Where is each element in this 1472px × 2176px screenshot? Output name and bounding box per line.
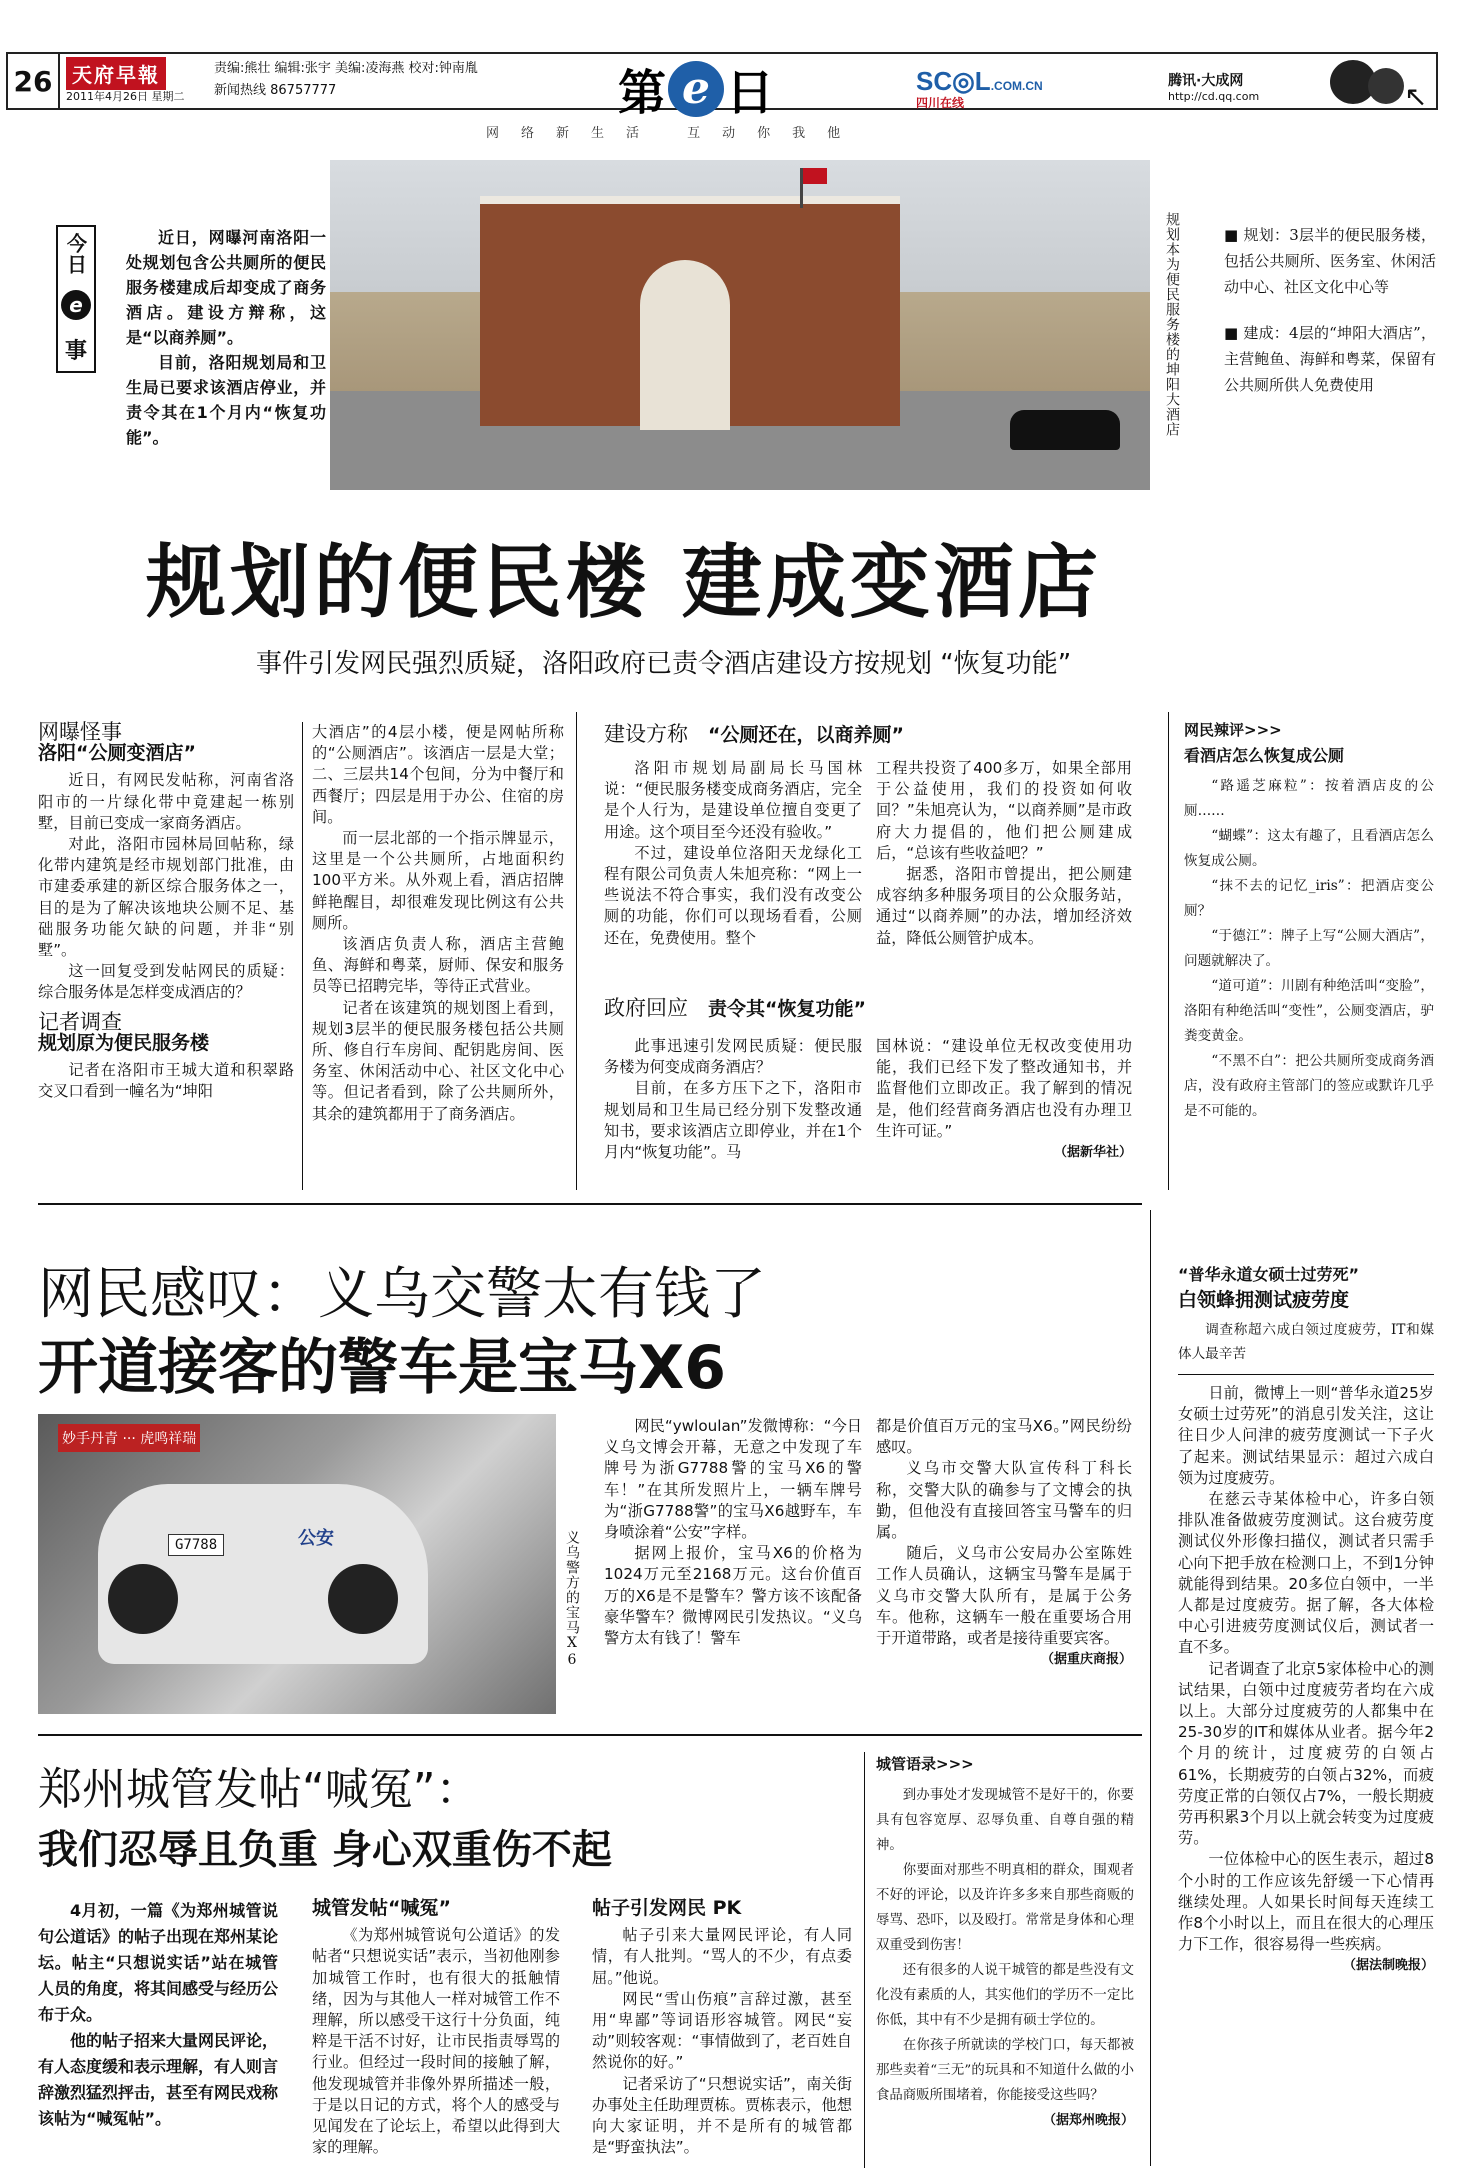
body-para: 义乌市交警大队宣传科丁科长称，交警大队的确参与了文博会的执勤，但他没有直接回答宝马警车的归属。 — [876, 1459, 1132, 1542]
story-divider — [38, 1203, 1142, 1205]
police-bmw-photo — [38, 1414, 556, 1714]
body-para: 工程共投资了400多万，如果全部用于公益使用，我们的投资如何收回？”朱旭亮认为，“以商养厕”是市政府大力提倡的，他们把公厕建成后，“总该有些收益吧？” — [876, 759, 1132, 862]
section-slogan: 网络新生活 互动你我他 — [486, 126, 863, 141]
masthead-bar — [6, 52, 1438, 121]
lead-para: 4月初，一篇《为郑州城管说句公道话》的帖子出现在郑州某论坛。帖主“只想说实话”站在城管人员的角度，将其间感受与经历公布于众。 — [38, 1901, 279, 2024]
section-title — [618, 54, 774, 123]
badge-bottom: 事 — [64, 339, 87, 364]
scol-logo — [916, 66, 1043, 109]
wheel — [108, 1564, 178, 1634]
story2-kicker: 网民感叹：义乌交警太有钱了 — [38, 1262, 766, 1327]
credits-line: 责编:熊壮 编辑:张宇 美编:凌海燕 校对:钟南胤 — [214, 61, 478, 76]
body-para: 目前，在多方压下之下，洛阳市规划局和卫生局已经分别下发整改通知书，要求该酒店立即停业，并在1个月内“恢复功能”。马 — [604, 1079, 862, 1162]
hotline-line: 新闻热线 86757777 — [214, 83, 337, 98]
body-para: 洛阳市规划局副局长马国林说：“便民服务楼变成商务酒店，完全是个人行为，是建设单位擅自变更了用途。这个项目至今还没有验收。” — [604, 759, 862, 841]
badge-top: 今日 — [63, 233, 88, 275]
body-para: 不过，建设单位洛阳天龙绿化工程有限公司负责人朱旭亮称：“网上一些说法不符合事实，我们没有改变公厕的功能，你们可以现场看看，公厕还在，免费使用。整个 — [604, 843, 862, 947]
story1-intro — [126, 225, 326, 450]
section-title: 帖子引发网民 PK — [592, 1897, 742, 1919]
story3-col2 — [312, 1898, 560, 2158]
body-para: 记者在该建筑的规划图上看到，规划3层半的便民服务楼包括公共厕所、修自行车房间、配钥匙房间、医务室、休闲活动中心、社区文化中心等。但记者看到，除了公共厕所外，其余的建筑都用于了商务酒店。 — [312, 998, 564, 1123]
intro-para-1: 近日，网曝河南洛阳一处规划包含公共厕所的便民服务楼建成后却变成了商务酒店。建设方辩称，这是“以商养厕”。 — [126, 228, 326, 347]
body-para: 据网上报价，宝马X6的价格为1024万元至2168万元。这台价值百万的X6是不是警车？警方该不该配备豪华警车？微博网民引发热议。“义乌警方太有钱了！警车 — [604, 1544, 862, 1648]
source-credit: （据法制晚报） — [1342, 1958, 1434, 1974]
story1-col3b — [876, 758, 1132, 949]
plan-item: ■ 规划：3层半的便民服务楼，包括公共厕所、医务室、休闲活动中心、社区文化中心等 — [1224, 226, 1436, 296]
story1-subheadline: 事件引发网民强烈质疑，洛阳政府已责令酒店建设方按规划 “恢复功能” — [256, 649, 1072, 679]
reviews-title: 看酒店怎么恢复成公厕 — [1184, 746, 1345, 765]
story4-kicker: “普华永道女硕士过劳死” — [1178, 1265, 1360, 1284]
intro-para-2: 目前，洛阳规划局和卫生局已要求该酒店停业，并责令其在1个月内“恢复功能”。 — [126, 353, 326, 447]
body-para: 网民“雪山伤痕”言辞过激，甚至用“卑鄙”等词语形容城管。网民“妄动”则较客观：“事情做到了，老百姓自然说你的好。” — [592, 1989, 852, 2072]
section-title: 洛阳“公厕变酒店” — [38, 742, 196, 765]
body-para: 而一层北部的一个指示牌显示，这里是一个公共厕所，占地面积约100平方米。从外观上看，酒店招牌鲜艳醒目，却很难发现比例这有公共厕所。 — [312, 829, 564, 932]
badge-e-icon: e — [61, 290, 91, 320]
e-logo-icon: e — [668, 61, 724, 117]
scol-name: SC◎L — [916, 66, 991, 96]
story4-headline: 白领蜂拥测试疲劳度 — [1178, 1289, 1350, 1311]
column-rule — [864, 1752, 865, 2168]
review-item: “道可道”：川剧有种绝活叫“变脸”，洛阳有种绝活叫“变性”，公厕变酒店，驴粪变黄金。 — [1184, 978, 1434, 1044]
body-para: 帖子引来大量网民评论，有人同情，有人批判。“骂人的不少，有点委屈。”他说。 — [592, 1926, 852, 1987]
lead-para: 他的帖子招来大量网民评论，有人态度缓和表示理解，有人则言辞激烈猛烈抨击，甚至有网民戏称该帖为“喊冤帖”。 — [38, 2031, 279, 2128]
story3-lead — [38, 1898, 278, 2132]
story1-col4a — [604, 1036, 862, 1163]
page-number: 26 — [8, 54, 60, 108]
column-rule — [1150, 1210, 1151, 2166]
body-para: 对此，洛阳市园林局回帖称，绿化带内建筑是经市规划部门批准，由市建委承建的新区综合服务体之一，目的是为了解决该地块公厕不足、基础服务功能欠缺的问题，并非“别墅”。 — [38, 835, 294, 960]
source-credit: （据重庆商报） — [1040, 1652, 1132, 1668]
quote-item: 到办事处才发现城管不是好干的，你要具有包容宽厚、忍辱负重、自尊自强的精神。 — [876, 1788, 1134, 1853]
mouse-cursor-icon: ↖ — [1404, 80, 1428, 113]
hotel-photo-caption: 规划本为便民服务楼的坤阳大酒店 — [1164, 212, 1180, 437]
penguin-mascot-icon-2 — [1368, 68, 1404, 104]
body-para: 一位体检中心的医生表示，超过8个小时的工作应该先舒缓一下心情再继续处理。人如果长时间每天连续工作8个小时以上，而且在很大的心理压力下工作，很容易得一些疾病。 — [1178, 1850, 1434, 1954]
story4-body — [1178, 1383, 1434, 1977]
story4-lead: 调查称超六成白领过度疲劳，IT和媒体人最辛苦 — [1178, 1322, 1434, 1362]
quotes-label: 城管语录>>> — [876, 1755, 974, 1773]
body-para: 记者采访了“只想说实话”，南关街办事处主任助理贾栋。贾栋表示，他想向大家证明，并不是所有的城管都是“野蛮执法”。 — [592, 2074, 852, 2157]
body-para: 这一回复受到发帖网民的质疑：综合服务体是怎样变成酒店的？ — [38, 962, 294, 1002]
wheel — [328, 1564, 398, 1634]
body-para: 随后，义乌市公安局办公室陈姓工作人员确认，这辆宝马警车是属于义乌市交警大队所有，是属于公务车。他称，这辆车一般在重要场合用于开道带路，或者是接待重要宾客。 — [876, 1544, 1132, 1648]
review-item: “抹不去的记忆_iris”：把酒店变公厕？ — [1184, 878, 1434, 919]
section-title: “公厕还在，以商养厕” — [708, 724, 905, 746]
section-label: 政府回应 — [604, 996, 688, 1020]
tencent-logo — [1168, 70, 1259, 103]
section-title: 城管发帖“喊冤” — [312, 1897, 451, 1919]
plan-vs-built — [1224, 222, 1436, 398]
building-entrance — [640, 260, 730, 430]
newspaper-logo: 天府早報 — [66, 57, 166, 90]
story1-col2 — [312, 722, 564, 1125]
body-para: 大酒店”的4层小楼，便是网帖所称的“公厕酒店”。该酒店一层是大堂；二、三层共14个包间，分为中餐厅和西餐厅；四层是用于办公、住宿的房间。 — [312, 723, 564, 826]
quote-item: 你要面对那些不明真相的群众，围观者不好的评论，以及许许多多来自那些商贩的辱骂、恐吓，以及殴打。常常是身体和心理双重受到伤害！ — [876, 1863, 1134, 1953]
story2-col1 — [604, 1416, 862, 1649]
source-credit: （据郑州晚报） — [1042, 2113, 1134, 2128]
issue-date: 2011年4月26日 星期二 — [66, 90, 185, 103]
body-para: 据悉，洛阳市曾提出，把公厕建成容纳多种服务项目的公众服务站，通过“以商养厕”的办法，增加经济效益，降低公厕管护成本。 — [876, 865, 1132, 947]
police-photo-caption: 义乌警方的宝马X6 — [564, 1530, 580, 1669]
police-livery-text: 公安 — [298, 1528, 334, 1549]
body-para: 《为郑州城管说句公道话》的发帖者“只想说实话”表示，当初他刚参加城管工作时，也有很大的抵触情绪，因为与其他人一样对城管工作不理解，所以感受干这行十分负面，纯粹是干活不讨好，让市民指责辱骂的行业。但经过一段时间的接触了解，他发现城管并非像外界所描述一般，于是以日记的方式，将个人的感受与见闻发在了论坛上，希望以此得到大家的理解。 — [312, 1926, 560, 2157]
chengguan-quotes — [876, 1752, 1134, 2133]
story1-col4b — [876, 1036, 1132, 1163]
scol-domain: .COM.CN — [990, 79, 1043, 93]
body-para: 近日，有网民发帖称，河南省洛阳市的一片绿化带中竟建起一栋别墅，目前已变成一家商务酒店。 — [38, 771, 294, 832]
body-para: 日前，微博上一则“普华永道25岁女硕士过劳死”的消息引发关注，这让往日少人问津的疲劳度测试一下子火了起来。测试结果显示：超过六成白领为过度疲劳。 — [1178, 1384, 1434, 1487]
review-item: “不黑不白”：把公共厕所变成商务酒店，没有政府主管部门的签应或默许几乎是不可能的。 — [1184, 1053, 1434, 1119]
netizen-reviews — [1184, 718, 1434, 1124]
section-label: 网曝怪事 — [38, 720, 122, 744]
column-rule — [1168, 712, 1169, 1190]
story2-headline: 开道接客的警车是宝马X6 — [38, 1333, 727, 1403]
story1-col1 — [38, 722, 294, 1102]
body-para: 网民“ywloulan”发微博称：“今日义乌文博会开幕，无意之中发现了车牌号为浙G7788警的宝马X6的警车！”在其所发照片上，一辆车牌号为“浙G7788警”的宝马X6越野车，车身喷涂着“公安”字样。 — [604, 1417, 862, 1542]
body-para: 该酒店负责人称，酒店主营鲍鱼、海鲜和粤菜，厨师、保安和服务员等已招聘完毕，等待正式营业。 — [312, 935, 564, 996]
body-para: 在慈云寺某体检中心，许多白领排队准备做疲劳度测试。这台疲劳度测试仪外形像扫描仪，测试者只需手心向下把手放在检测口上，不到1分钟就能得到结果。20多位白领中，一半人都是过度疲劳。据了解，各大体检中心引进疲劳度测试仪后，测试者一直不多。 — [1178, 1490, 1434, 1657]
section-title: 规划原为便民服务楼 — [38, 1031, 210, 1054]
story2-col2 — [876, 1416, 1132, 1670]
editor-credits — [214, 58, 594, 102]
today-e-badge — [56, 225, 96, 373]
quote-item: 还有很多的人说干城管的都是些没有文化没有素质的人，其实他们的学历不一定比你低，其中有不少是拥有硕士学位的。 — [876, 1963, 1134, 2028]
tencent-url: http://cd.qq.com — [1168, 90, 1260, 103]
quote-item: 在你孩子所就读的学校门口，每天都被那些卖着“三无”的玩具和不知道什么做的小食品商贩所围堵着，你能接受这些吗？ — [876, 2038, 1134, 2103]
backdrop-banner: 妙手丹青 ··· 虎鸣祥瑞 — [58, 1424, 200, 1452]
reviews-label: 网民辣评>>> — [1184, 721, 1282, 739]
story3-col3 — [592, 1898, 852, 2158]
section-label: 记者调查 — [38, 1009, 122, 1034]
story3-kicker: 郑州城管发帖“喊冤”： — [38, 1764, 480, 1815]
body-para: 此事迅速引发网民质疑：便民服务楼为何变成商务酒店？ — [604, 1037, 862, 1077]
story1-col3a — [604, 758, 862, 949]
review-item: “路遥芝麻粒”：按着酒店皮的公厕…… — [1184, 778, 1434, 819]
story3-headline: 我们忍辱且负重 身心双重伤不起 — [38, 1827, 612, 1873]
car-shape — [1010, 410, 1120, 450]
story4 — [1178, 1262, 1434, 1977]
story1-headline: 规划的便民楼 建成变酒店 — [146, 536, 1102, 629]
source-credit: （据新华社） — [1053, 1145, 1132, 1161]
review-item: “于德江”：牌子上写“公厕大酒店”，问题就解决了。 — [1184, 928, 1434, 969]
built-item: ■ 建成：4层的“坤阳大酒店”，主营鲍鱼、海鲜和粤菜，保留有公共厕所供人免费使用 — [1224, 324, 1436, 394]
divider — [1178, 1374, 1434, 1375]
story1-s4-header — [604, 992, 1164, 1022]
body-para: 国林说：“建设单位无权改变使用功能，我们已经下发了整改通知书，并监督他们立即改正。我了解到的情况是，他们经营商务酒店也没有办理卫生许可证。” — [876, 1037, 1132, 1140]
column-rule — [302, 722, 303, 1190]
story-divider — [38, 1734, 1142, 1736]
license-plate: G7788 — [168, 1534, 224, 1556]
scol-sub: 四川在线 — [916, 96, 965, 110]
review-item: “蝴蝶”：这太有趣了，且看酒店怎么恢复成公厕。 — [1184, 828, 1434, 869]
body-para: 记者调查了北京5家体检中心的测试结果，白领中过度疲劳者均在六成以上。大部分过度疲劳的人都集中在25-30岁的IT和媒体从业者。据今年2个月的统计，过度疲劳的白领占61%，长期疲劳的白领占32%，而疲劳度正常的白领仅占7%，一般长期疲劳再积累3个月以上就会转变为过度疲劳。 — [1178, 1659, 1434, 1848]
flag-icon — [803, 168, 827, 184]
column-rule — [576, 712, 577, 1190]
tencent-name: 腾讯·大成网 — [1168, 73, 1244, 89]
hotel-photo — [330, 160, 1150, 490]
body-para: 都是价值百万元的宝马X6。”网民纷纷感叹。 — [876, 1417, 1132, 1457]
section-title-right: 日 — [726, 65, 775, 121]
section-title-left: 第 — [618, 65, 667, 121]
story1-s3-header — [604, 718, 1164, 748]
section-title: 责令其“恢复功能” — [708, 998, 867, 1020]
body-para: 记者在洛阳市王城大道和积翠路交叉口看到一幢名为“坤阳 — [38, 1061, 294, 1101]
section-label: 建设方称 — [604, 722, 688, 746]
